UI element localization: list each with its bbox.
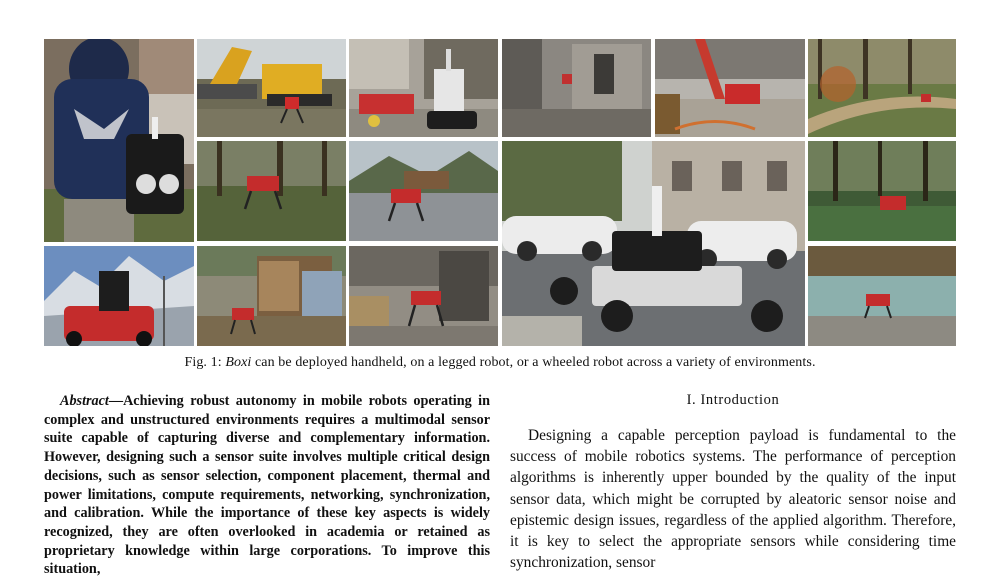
abstract-label: Abstract (60, 393, 109, 409)
woodshed-photo (197, 246, 346, 346)
introduction-body (510, 425, 956, 573)
building-interior-photo (349, 246, 498, 346)
figure-caption (0, 355, 1000, 371)
handheld-boxi-photo (44, 39, 194, 242)
village-road-photo (349, 141, 498, 241)
construction-crane-photo (655, 39, 805, 137)
excavator-site-photo (197, 39, 346, 137)
abstract-paragraph (44, 392, 490, 579)
figure-1 (44, 39, 956, 346)
forest-trail-photo (808, 39, 956, 137)
street-wheeled-robot-photo (502, 141, 805, 346)
introduction-heading: I. Introduction (686, 392, 780, 408)
concrete-ruins-photo (502, 39, 651, 137)
caption-emphasis: Boxi (225, 355, 252, 370)
forest-undergrowth-photo (808, 141, 956, 241)
caption-prefix: Fig. 1: (184, 355, 226, 370)
abstract-text: —Achieving robust autonomy in mobile robots operating in complex and unstructured environments requires a multimodal sensor suite capable of capturing diverse and complementary information. However, designing such a sensor suite involves multiple critical design decisions, such as sensor selection, component placement, thermal and power limitations, compute requirements, networking, synchronization, and calibration. While the importance of these key aspects is widely recognized, they are often overlooked in academia or retained as proprietary knowledge within large corporations. To improve this situation, (44, 393, 490, 578)
caption-text: can be deployed handheld, on a legged robot, or a wheeled robot across a variety of environments. (251, 355, 816, 370)
workshop-wheeled-photo (349, 39, 498, 137)
mountain-fence-photo (44, 246, 194, 346)
forest-legged-photo (197, 141, 346, 241)
introduction-paragraph: Designing a capable perception payload is fundamental to the success of mobile robotics systems. The performance of perception algorithms is inherently upper bounded by the quality of the input sensor data, which might be corrupted by aleatoric sensor noise and epistemic design issues, regardless of the applied algorithm. Therefore, it is key to select the appropriate sensors while considering time synchronization, sensor (510, 427, 956, 572)
river-shore-photo (808, 246, 956, 346)
